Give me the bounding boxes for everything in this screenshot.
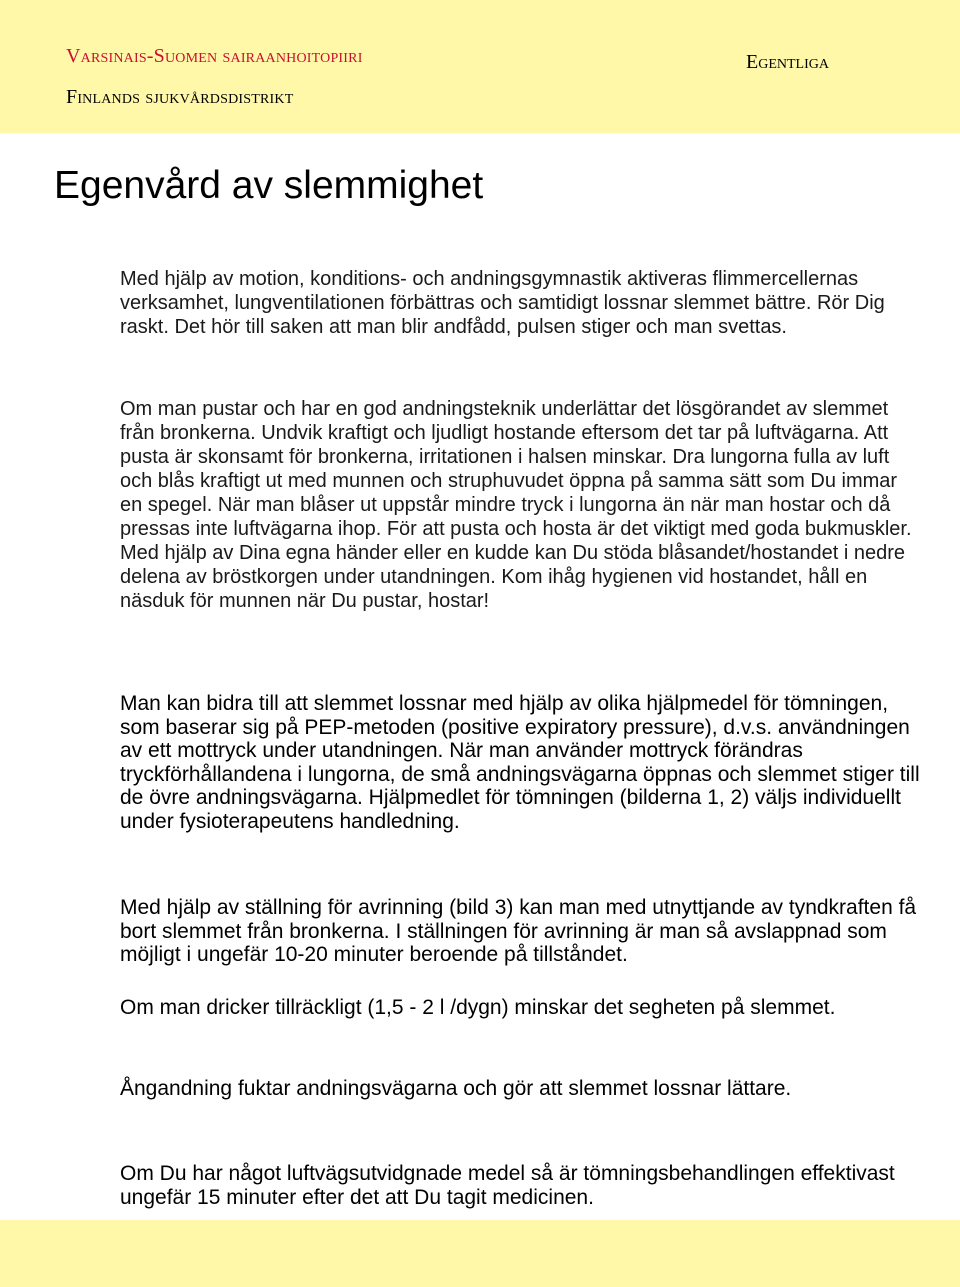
page-title: Egenvård av slemmighet (54, 164, 484, 207)
paragraph-drainage-position: Med hjälp av ställning för avrinning (bild 3) kan man med utnyttjande av tyndkraften få bort slemmet från bronkerna. I ställningen för avrinning är man så avslappnad som möjligt i ungefär 10-20 minuter beroende på tillståndet. (120, 896, 917, 966)
paragraph-medication-timing: Om Du har något luftvägsutvidgnade medel så är tömningsbehandlingen effektivast ungefär 15 minuter efter det att Du tagit medicinen. (120, 1162, 895, 1209)
organization-name-finnish: Varsinais-Suomen sairaanhoitopiiri (66, 45, 363, 67)
district-label: Egentliga (746, 51, 829, 73)
paragraph-pep-method: Man kan bidra till att slemmet lossnar med hjälp av olika hjälpmedel för tömningen, som baserar sig på PEP-metoden (positive expiratory pressure), d.v.s. användningen av ett mottryck under utandningen. När man använder mottryck förändras tryckförhållandena i lungorna, de små andningsvägarna öppnas och slemmet stiger till de övre andningsvägarna. Hjälpmedlet för tömningen (bilderna 1, 2) väljs individuellt under fysioterapeutens handledning. (120, 692, 920, 833)
paragraph-steam-inhalation: Ångandning fuktar andningsvägarna och gör att slemmet lossnar lättare. (120, 1077, 792, 1100)
organization-name-swedish: Finlands sjukvårdsdistrikt (66, 86, 294, 108)
paragraph-breathing-technique: Om man pustar och har en god andningsteknik underlättar det lösgörandet av slemmet från bronkerna. Undvik kraftigt och ljudligt hostande eftersom det tar på luftvägarna. Att pusta är skonsamt för bronkerna, irritationen i halsen minskar. Dra lungorna fulla av luft och blås kraftigt ut med munnen och struphuvudet öppna på samma sätt som Du immar en spegel. När man blåser ut uppstår mindre tryck i lungorna än när man hostar och då pressas inte luftvägarna ihop. För att pusta och hosta är det viktigt med goda bukmuskler. Med hjälp av Dina egna händer eller en kudde kan Du stöda blåsandet/hostandet i nedre delena av bröstkorgen under utandningen. Kom ihåg hygienen vid hostandet, håll en näsduk för munnen när Du pustar, hostar! (120, 398, 912, 612)
paragraph-hydration: Om man dricker tillräckligt (1,5 - 2 l /dygn) minskar det segheten på slemmet. (120, 996, 836, 1019)
paragraph-exercise: Med hjälp av motion, konditions- och andningsgymnastik aktiveras flimmercellernas verksamhet, lungventilationen förbättras och samtidigt lossnar slemmet bättre. Rör Dig raskt. Det hör till saken att man blir andfådd, pulsen stiger och man svettas. (120, 268, 885, 338)
footer-band (0, 1220, 960, 1287)
